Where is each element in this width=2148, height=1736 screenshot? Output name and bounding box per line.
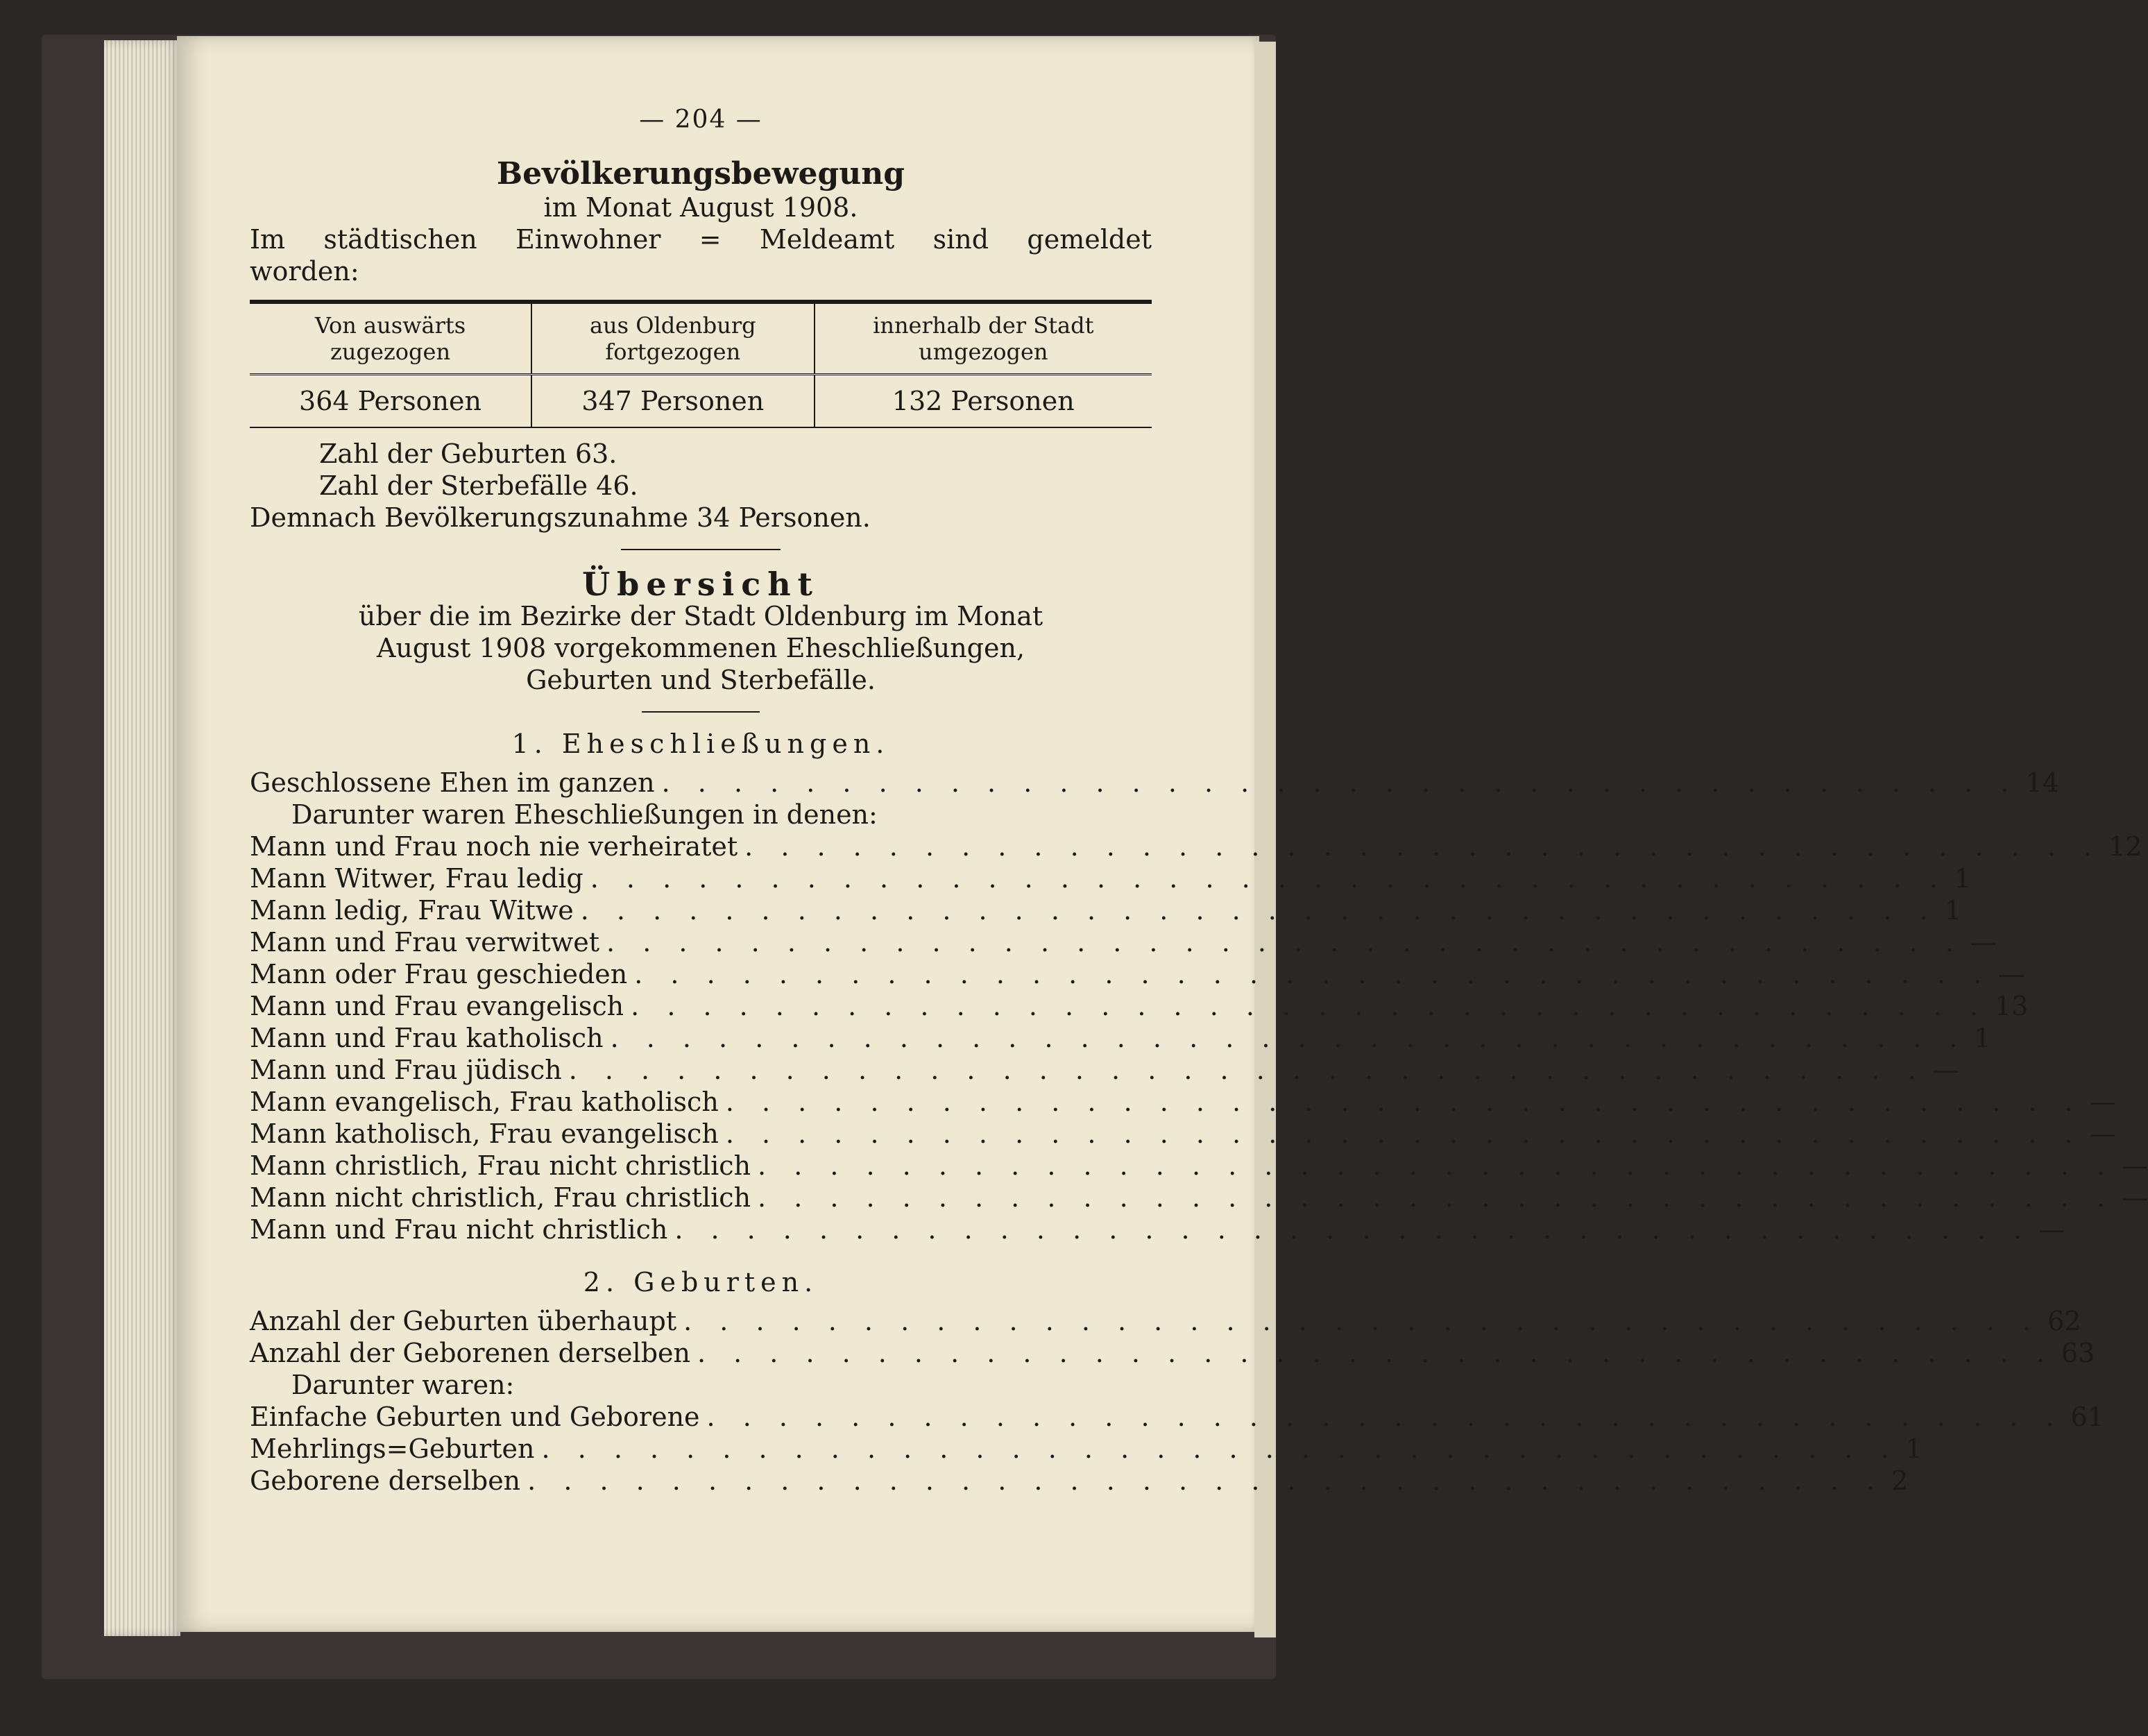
table-cell: 347 Personen: [531, 375, 815, 428]
header-cell: Von auswärts zugezogen: [314, 312, 466, 365]
list-item: [250, 958, 2025, 990]
item-value: —: [2121, 1150, 2148, 1181]
item-label: Anzahl der Geburten überhaupt: [250, 1306, 677, 1336]
item-label: Mann und Frau katholisch: [250, 1023, 604, 1053]
item-value: —: [1970, 927, 1997, 958]
divider: [642, 711, 760, 713]
leader-dots: . . . . . . . . . . . . . . . . . . . . . . . . . . . . . . . . . . . . . .: [683, 1306, 2041, 1336]
leader-dots: . . . . . . . . . . . . . . . . . . . . . . . . . . . . . . . . . . . . . .: [580, 895, 1938, 926]
item-label: Mann und Frau nicht christlich: [250, 1214, 668, 1245]
leader-dots: . . . . . . . . . . . . . . . . . . . . . . . . . . . . . . . . . . . . . .: [744, 831, 2102, 862]
item-value: —: [1932, 1055, 1959, 1085]
item-value: —: [2038, 1214, 2065, 1245]
overview-line: August 1908 vorgekommenen Eheschließungen,: [376, 633, 1025, 663]
item-value: 14: [2025, 767, 2059, 798]
item-value: —: [1998, 959, 2025, 989]
item-label: Mann katholisch, Frau evangelisch: [250, 1118, 719, 1149]
leader-dots: . . . . . . . . . . . . . . . . . . . . . . . . . . . . . . . . . . . . . .: [758, 1150, 2115, 1181]
list-item: [250, 1022, 1991, 1054]
leader-dots: . . . . . . . . . . . . . . . . . . . . . . . . . . . . . . . . . . . . . .: [568, 1055, 1926, 1085]
increase-line: Demnach Bevölkerungszunahme 34 Personen.: [250, 502, 871, 533]
item-value: 2: [1891, 1465, 1909, 1496]
overview-title: Übersicht: [582, 565, 819, 603]
list-item: [250, 1150, 2148, 1182]
leader-dots: . . . . . . . . . . . . . . . . . . . . . . . . . . . . . . . . . . . . . .: [631, 991, 1988, 1021]
table-cell: 364 Personen: [299, 386, 481, 416]
leader-dots: . . . . . . . . . . . . . . . . . . . . . . . . . . . . . . . . . . . . . .: [725, 1118, 2083, 1149]
item-label: Mann und Frau evangelisch: [250, 991, 624, 1021]
deaths-line: Zahl der Sterbefälle 46.: [319, 470, 638, 501]
item-value: 13: [1995, 991, 2029, 1021]
item-value: —: [2089, 1087, 2116, 1117]
leader-dots: . . . . . . . . . . . . . . . . . . . . . . . . . . . . . . . . . . . . . .: [661, 767, 2019, 798]
overview-line: Geburten und Sterbefälle.: [526, 665, 876, 695]
page-stack-edge: [104, 40, 180, 1636]
item-label: Geschlossene Ehen im ganzen: [250, 767, 655, 798]
item-label: Mann und Frau jüdisch: [250, 1055, 562, 1085]
list-item: [250, 1118, 2116, 1150]
list-item: [250, 831, 2142, 862]
marriages-list: [250, 767, 2148, 1245]
list-item: [250, 990, 2029, 1022]
leader-dots: . . . . . . . . . . . . . . . . . . . . . . . . . . . . . . . . . . . . . .: [610, 1023, 1968, 1053]
leader-dots: . . . . . . . . . . . . . . . . . . . . . . . . . . . . . . . . . . . . . .: [541, 1433, 1899, 1464]
leader-dots: . . . . . . . . . . . . . . . . . . . . . . . . . . . . . . . . . . . . . .: [758, 1182, 2115, 1213]
item-label: Mann oder Frau geschieden: [250, 959, 628, 989]
item-label: Darunter waren:: [291, 1370, 515, 1400]
page-title: Bevölkerungsbewegung: [496, 156, 905, 192]
list-item: [250, 1433, 1923, 1465]
item-label: Mann nicht christlich, Frau christlich: [250, 1182, 751, 1213]
list-item: [250, 1214, 2065, 1245]
intro-line-2: worden:: [250, 256, 359, 287]
list-item: [250, 799, 1152, 831]
leader-dots: . . . . . . . . . . . . . . . . . . . . . . . . . . . . . . . . . . . . . .: [527, 1465, 1885, 1496]
list-item: [250, 926, 1997, 958]
item-value: 1: [1944, 895, 1961, 926]
item-value: 63: [2061, 1338, 2095, 1368]
leader-dots: . . . . . . . . . . . . . . . . . . . . . . . . . . . . . . . . . . . . . .: [697, 1338, 2054, 1368]
list-item: [250, 1305, 2081, 1337]
header-cell: aus Oldenburg fortgezogen: [531, 302, 815, 375]
list-item: [250, 1369, 1152, 1401]
births-list: [250, 1305, 2104, 1497]
list-item: [250, 1182, 2148, 1214]
section-heading-births: 2. Geburten.: [583, 1267, 819, 1297]
item-value: —: [2089, 1118, 2116, 1149]
leader-dots: . . . . . . . . . . . . . . . . . . . . . . . . . . . . . . . . . . . . . .: [725, 1087, 2083, 1117]
table-header-row: [250, 302, 1152, 375]
leader-dots: . . . . . . . . . . . . . . . . . . . . . . . . . . . . . . . . . . . . . .: [634, 959, 1992, 989]
item-label: Mann und Frau verwitwet: [250, 927, 600, 958]
page-subtitle: im Monat August 1908.: [543, 192, 858, 223]
list-item: [250, 1337, 2095, 1369]
item-label: Darunter waren Eheschließungen in denen:: [291, 799, 878, 830]
item-label: Einfache Geburten und Geborene: [250, 1402, 700, 1432]
item-label: Mann Witwer, Frau ledig: [250, 863, 583, 894]
list-item: [250, 767, 2059, 799]
births-line: Zahl der Geburten 63.: [319, 439, 617, 469]
item-label: Geborene derselben: [250, 1465, 521, 1496]
item-label: Mann christlich, Frau nicht christlich: [250, 1150, 751, 1181]
table-row: [250, 375, 1152, 428]
list-item: [250, 1465, 1909, 1497]
page-content: [250, 104, 2148, 1497]
migration-table: [250, 300, 1152, 428]
leader-dots: . . . . . . . . . . . . . . . . . . . . . . . . . . . . . . . . . . . . . .: [674, 1214, 2032, 1245]
item-value: 61: [2070, 1402, 2104, 1432]
item-value: 1: [1905, 1433, 1923, 1464]
item-value: 1: [1954, 863, 1971, 894]
list-item: [250, 894, 1961, 926]
intro-line-1: Im städtischen Einwohner = Meldeamt sind gemeldet: [250, 224, 1152, 255]
item-label: Mann und Frau noch nie verheiratet: [250, 831, 738, 862]
list-item: [250, 1054, 1959, 1086]
page-number: — 204 —: [639, 105, 762, 134]
divider: [621, 549, 781, 550]
header-cell: innerhalb der Stadt umgezogen: [815, 302, 1152, 375]
item-value: 12: [2108, 831, 2142, 862]
item-label: Mehrlings=Geburten: [250, 1433, 535, 1464]
section-heading-marriages: 1. Eheschließungen.: [511, 729, 890, 759]
leader-dots: . . . . . . . . . . . . . . . . . . . . . . . . . . . . . . . . . . . . . .: [706, 1402, 2064, 1432]
list-item: [250, 862, 1971, 894]
leader-dots: . . . . . . . . . . . . . . . . . . . . . . . . . . . . . . . . . . . . . .: [606, 927, 1963, 958]
item-label: Mann evangelisch, Frau katholisch: [250, 1087, 719, 1117]
item-value: 62: [2047, 1306, 2081, 1336]
item-label: Anzahl der Geborenen derselben: [250, 1338, 690, 1368]
leader-dots: . . . . . . . . . . . . . . . . . . . . . . . . . . . . . . . . . . . . . .: [590, 863, 1947, 894]
item-value: 1: [1974, 1023, 1991, 1053]
table-cell: 132 Personen: [815, 375, 1152, 428]
item-value: —: [2121, 1182, 2148, 1213]
item-label: Mann ledig, Frau Witwe: [250, 895, 574, 926]
list-item: [250, 1401, 2104, 1433]
overview-line: über die im Bezirke der Stadt Oldenburg im Monat: [358, 601, 1043, 631]
list-item: [250, 1086, 2116, 1118]
